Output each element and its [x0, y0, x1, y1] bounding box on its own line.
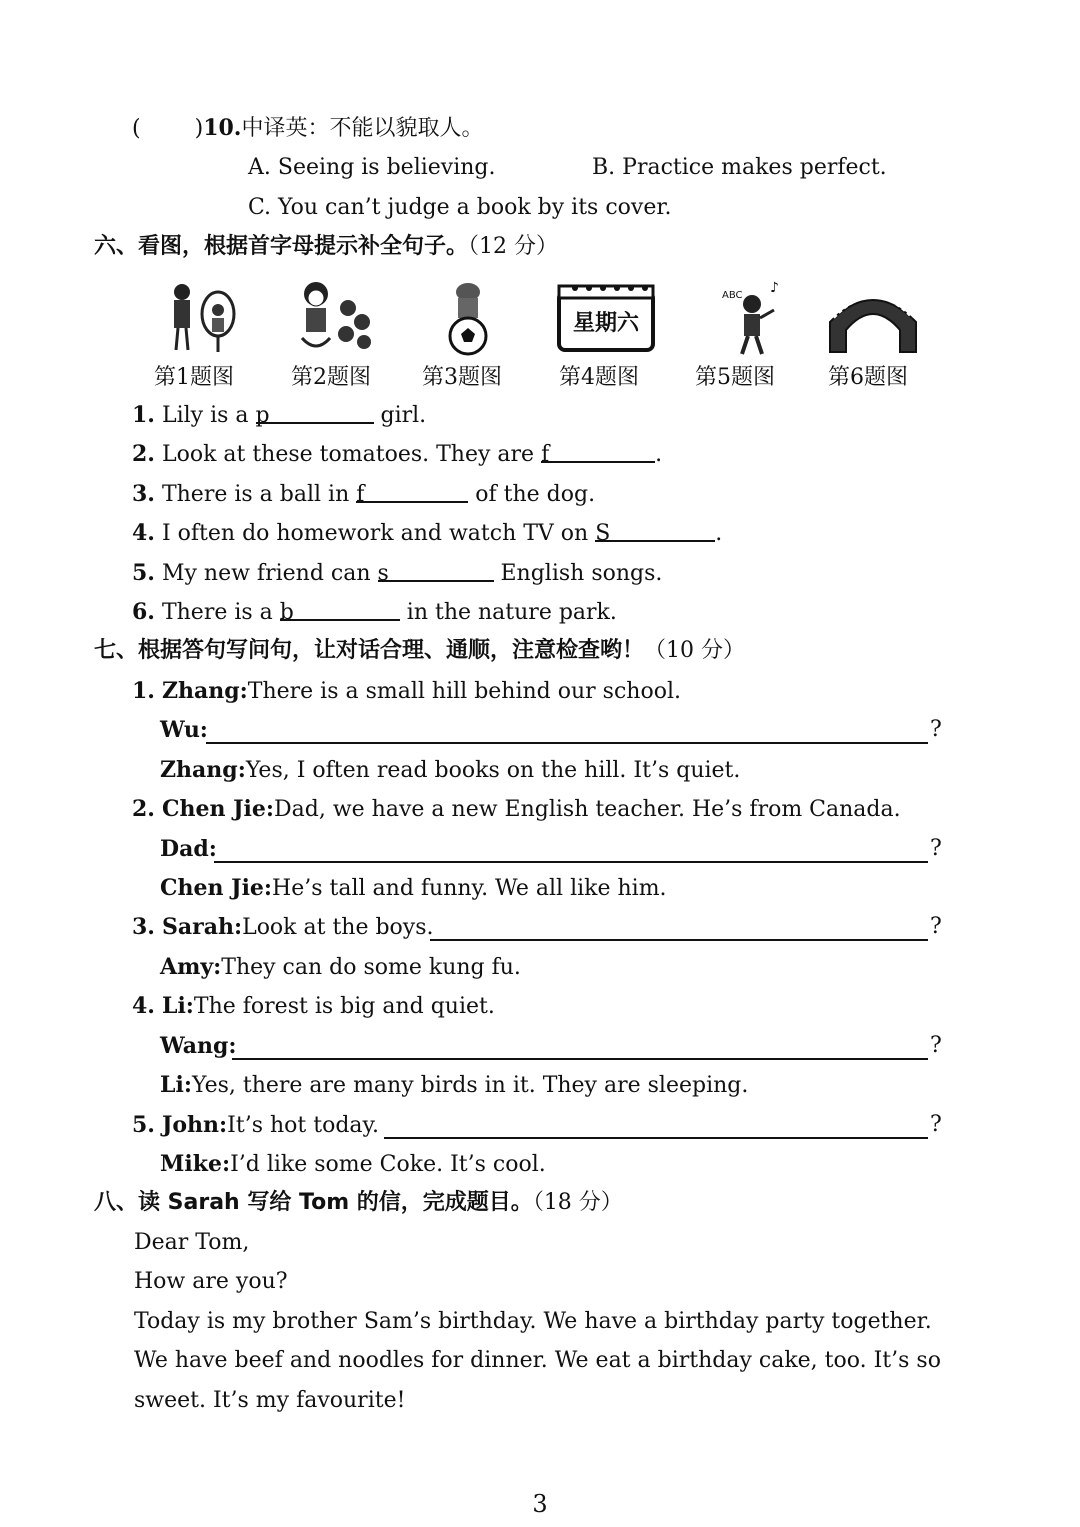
speaker: Mike: — [160, 1151, 231, 1177]
section8-heading — [94, 1189, 623, 1217]
music-letters: ABC — [722, 290, 743, 301]
question-mark: ? — [930, 836, 942, 861]
dialogue-text: They can do some kung fu. — [221, 955, 521, 980]
question-mark: ? — [930, 1033, 942, 1058]
s6-item-4 — [132, 519, 722, 548]
dialogue-text: Look at the boys. — [242, 915, 434, 940]
answer-line-q5[interactable] — [384, 1137, 928, 1139]
s7-q3-line1 — [132, 913, 434, 942]
dialogue-text: There is a small hill behind our school. — [247, 679, 681, 704]
item-number: 4. — [132, 520, 155, 546]
section7-points: （10 分） — [644, 638, 746, 663]
section7-title: 七、根据答句写问句，让对话合理、通顺，注意检查哟！ — [94, 638, 645, 663]
speaker: Chen Jie: — [160, 875, 273, 901]
speaker: Amy: — [160, 954, 222, 980]
caption-pic4: 第4题图 — [559, 365, 639, 390]
fill-blank-2[interactable] — [541, 441, 655, 467]
s6-item-1 — [132, 401, 426, 430]
caption-pic3: 第3题图 — [422, 365, 502, 390]
s6-item-5 — [132, 559, 662, 588]
letter-line-1: How are you? — [134, 1269, 288, 1294]
s7-q5-line2 — [160, 1150, 546, 1179]
pic5-boy-singing-illustration — [712, 278, 794, 356]
s6-item-3 — [132, 480, 595, 509]
answer-line-q2[interactable] — [214, 861, 928, 863]
caption-pic2: 第2题图 — [291, 365, 371, 390]
fill-blank-4[interactable] — [595, 520, 715, 546]
svg-text:♪: ♪ — [770, 280, 779, 296]
dialogue-text: He’s tall and funny. We all like him. — [272, 876, 667, 901]
item-text: Look at these tomatoes. They are — [161, 442, 542, 467]
fill-blank-6[interactable] — [279, 599, 400, 625]
answer-line-q4[interactable] — [232, 1058, 928, 1060]
hint-letter: f — [356, 482, 365, 507]
speaker: Li: — [160, 1072, 192, 1098]
caption-pic6: 第6题图 — [828, 365, 908, 390]
dialogue-text: Yes, there are many birds in it. They are sleeping. — [191, 1073, 749, 1098]
q10-option-a: A. Seeing is believing. — [248, 155, 496, 180]
dialogue-text: The forest is big and quiet. — [193, 994, 495, 1019]
s7-q2-line2 — [160, 835, 217, 864]
dialogue-text: Dad, we have a new English teacher. He’s from Canada. — [274, 797, 901, 822]
hint-letter: S — [595, 521, 611, 546]
dialogue-text: Yes, I often read books on the hill. It’s quiet. — [245, 758, 741, 783]
section8-title: 八、读 Sarah 写给 Tom 的信，完成题目。 — [94, 1190, 533, 1215]
item-text: There is a — [161, 600, 280, 625]
calendar-day-label: 星期六 — [572, 311, 640, 336]
item-text: Lily is a — [161, 403, 256, 428]
speaker: Sarah: — [161, 914, 243, 940]
s7-q1-line1 — [132, 677, 681, 706]
s7-q1-line2 — [160, 716, 208, 745]
answer-line-q1[interactable] — [206, 742, 928, 744]
answer-paren-open: ( — [132, 116, 141, 141]
item-number: 1. — [132, 678, 155, 704]
item-number: 2. — [132, 796, 155, 822]
item-number: 1. — [132, 402, 155, 428]
question-mark: ? — [930, 717, 942, 742]
hint-letter: f — [541, 442, 550, 467]
s6-item-2 — [132, 440, 662, 469]
caption-pic5: 第5题图 — [695, 365, 775, 390]
speaker: Li: — [161, 993, 194, 1019]
speaker: Chen Jie: — [161, 796, 275, 822]
question-mark: ? — [930, 1112, 942, 1137]
q10-option-c: C. You can’t judge a book by its cover. — [248, 195, 672, 220]
item-number: 3. — [132, 914, 155, 940]
item-text: My new friend can — [161, 561, 378, 586]
item-number: 2. — [132, 441, 155, 467]
fill-blank-5[interactable] — [377, 560, 494, 586]
item-text: in the nature park. — [399, 600, 617, 625]
speaker: Zhang: — [161, 678, 248, 704]
s7-q4-line2 — [160, 1032, 237, 1061]
section7-heading — [94, 637, 745, 665]
dialogue-text: I’d like some Coke. It’s cool. — [230, 1152, 546, 1177]
letter-line-4: sweet. It’s my favourite! — [134, 1388, 406, 1413]
question-mark: ? — [930, 914, 942, 939]
fill-blank-1[interactable] — [255, 402, 374, 428]
s7-q1-line3 — [160, 756, 740, 785]
s7-q3-line2 — [160, 953, 521, 982]
speaker: John: — [161, 1112, 228, 1138]
item-number: 4. — [132, 993, 155, 1019]
item-number: 6. — [132, 599, 155, 625]
s7-q4-line1 — [132, 992, 495, 1021]
pic2-girl-tomatoes-illustration — [292, 278, 380, 356]
q10-number: 10. — [203, 115, 242, 141]
pic3-dog-ball-illustration — [440, 278, 496, 356]
item-text: girl. — [373, 403, 427, 428]
pic1-girls-mirror-illustration — [160, 278, 242, 356]
s7-q2-line1 — [132, 795, 901, 824]
letter-line-3: We have beef and noodles for dinner. We eat a birthday cake, too. It’s so — [134, 1348, 941, 1373]
speaker: Zhang: — [160, 757, 246, 783]
s7-q2-line3 — [160, 874, 667, 903]
item-text: English songs. — [493, 561, 663, 586]
dialogue-text: It’s hot today. — [227, 1113, 380, 1138]
speaker: Dad: — [160, 836, 217, 862]
speaker: Wu: — [160, 717, 208, 743]
item-text: I often do homework and watch TV on — [161, 521, 596, 546]
hint-letter: s — [377, 561, 389, 586]
page-number: 3 — [532, 1490, 548, 1518]
item-number: 3. — [132, 481, 155, 507]
fill-blank-3[interactable] — [356, 481, 468, 507]
answer-paren-close: ) — [194, 116, 204, 141]
q10-prompt: 中译英：不能以貌取人。 — [241, 116, 484, 141]
item-text: . — [715, 521, 723, 546]
pic6-bridge-illustration — [826, 278, 920, 356]
item-text: of the dog. — [468, 482, 596, 507]
item-number: 5. — [132, 560, 155, 586]
caption-pic1: 第1题图 — [154, 365, 234, 390]
letter-greeting: Dear Tom, — [134, 1230, 250, 1255]
item-number: 5. — [132, 1112, 155, 1138]
section6-heading — [94, 233, 558, 261]
section6-title: 六、看图，根据首字母提示补全句子。 — [94, 234, 469, 259]
section8-points: （18 分） — [532, 1190, 623, 1215]
item-text: . — [655, 442, 663, 467]
speaker: Wang: — [160, 1033, 237, 1059]
s7-q5-line1 — [132, 1111, 379, 1140]
q10-stem — [132, 114, 483, 143]
q10-option-b: B. Practice makes perfect. — [592, 155, 887, 180]
hint-letter: b — [279, 600, 294, 625]
hint-letter: p — [255, 403, 270, 428]
section6-points: （12 分） — [468, 234, 559, 259]
letter-line-2: Today is my brother Sam’s birthday. We have a birthday party together. — [134, 1309, 932, 1334]
item-text: There is a ball in — [161, 482, 357, 507]
s6-item-6 — [132, 598, 617, 627]
s7-q4-line3 — [160, 1071, 748, 1100]
pic4-calendar-illustration — [555, 278, 659, 356]
answer-line-q3[interactable] — [430, 939, 928, 941]
